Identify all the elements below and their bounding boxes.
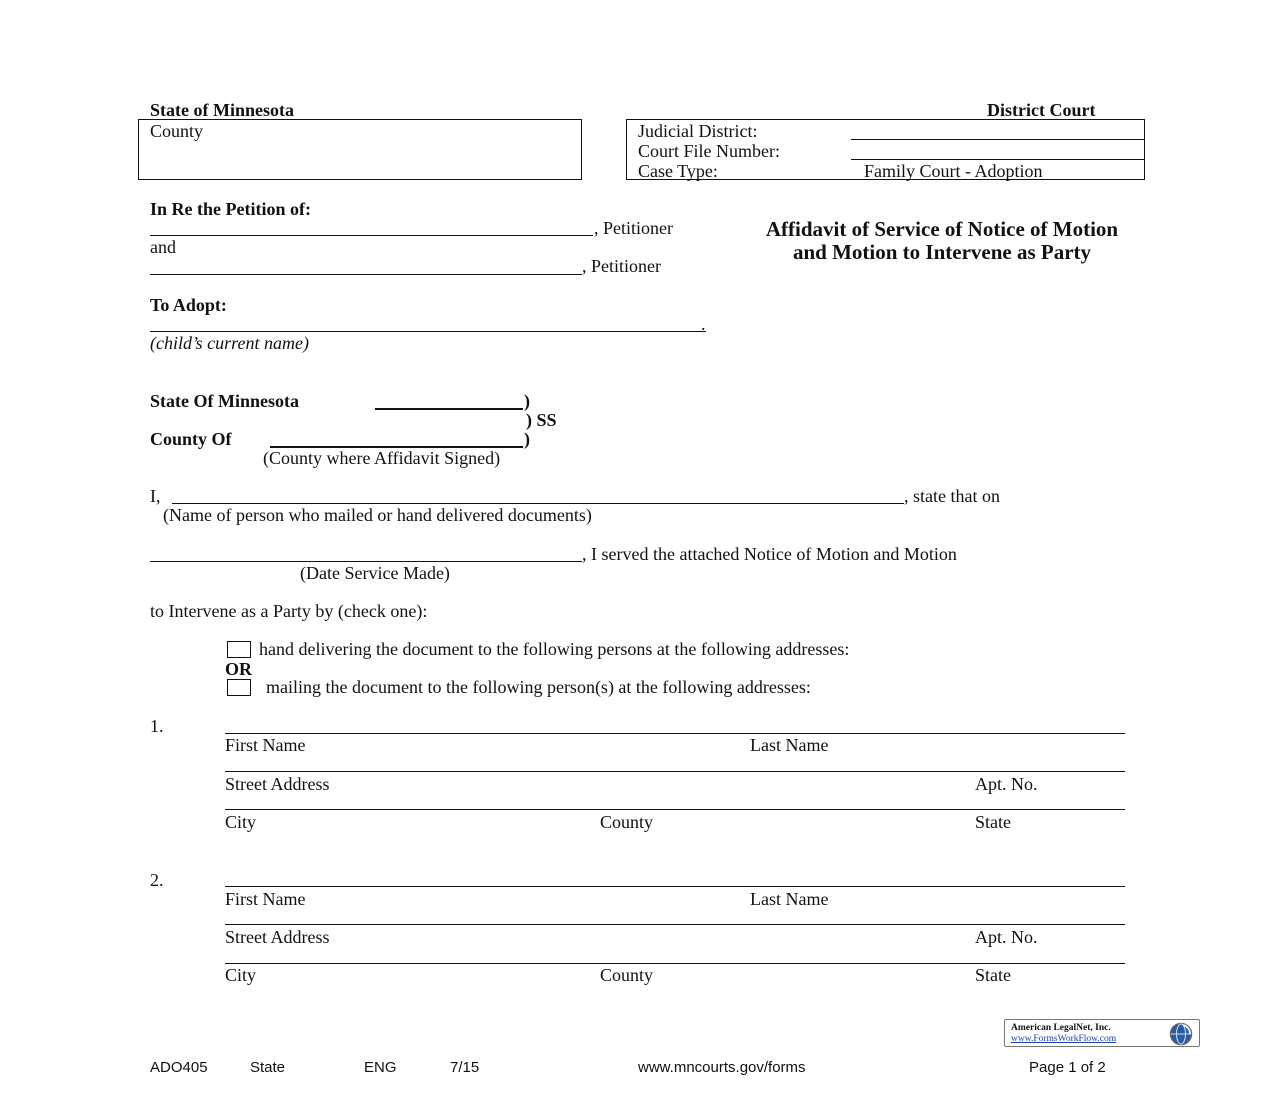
- street-field[interactable]: [225, 924, 1125, 925]
- state-label: State: [975, 812, 1011, 832]
- hand-delivery-label: hand delivering the document to the following persons at the following addresses:: [259, 639, 850, 659]
- city-field[interactable]: [225, 963, 1125, 964]
- petitioner-2-label: , Petitioner: [582, 256, 661, 276]
- globe-seal-icon: [1169, 1022, 1193, 1046]
- entry-number: 1.: [150, 716, 164, 736]
- american-legalnet-badge[interactable]: [1004, 1019, 1200, 1047]
- county-of-label: County Of: [150, 429, 232, 449]
- footer-language: ENG: [364, 1059, 397, 1076]
- footer-jurisdiction: State: [250, 1059, 286, 1076]
- county-label: County: [150, 121, 204, 141]
- state-heading: State of Minnesota: [150, 100, 294, 120]
- apt-no-label: Apt. No.: [975, 927, 1038, 947]
- and-label: and: [150, 237, 176, 257]
- street-field[interactable]: [225, 771, 1125, 772]
- state-of-label: State Of Minnesota: [150, 391, 299, 411]
- child-name-period: .: [701, 314, 706, 334]
- mail-label: mailing the document to the following person(s) at the following addresses:: [266, 677, 811, 697]
- petitioner-1-label: , Petitioner: [594, 218, 673, 238]
- served-text: , I served the attached Notice of Motion and Motion: [582, 544, 957, 564]
- badge-url[interactable]: www.FormsWorkFlow.com: [1011, 1034, 1117, 1044]
- document-title: Affidavit of Service of Notice of Motion and Motion to Intervene as Party: [765, 217, 1119, 264]
- county-label: County: [600, 812, 654, 832]
- or-label: OR: [225, 659, 252, 679]
- ss-label: ) SS: [526, 410, 557, 430]
- city-label: City: [225, 812, 257, 832]
- child-name-hint: (child’s current name): [150, 333, 309, 353]
- case-type-label: Case Type:: [638, 161, 718, 181]
- case-type-value: Family Court - Adoption: [864, 161, 1043, 181]
- entry-number: 2.: [150, 870, 164, 890]
- intervene-text: to Intervene as a Party by (check one):: [150, 601, 428, 621]
- footer-form-code: ADO405: [150, 1059, 208, 1076]
- court-file-number-field[interactable]: [851, 159, 1145, 160]
- city-field[interactable]: [225, 809, 1125, 810]
- county-box[interactable]: [138, 119, 582, 180]
- state-of-field[interactable]: [375, 408, 523, 410]
- city-label: City: [225, 965, 257, 985]
- in-re-label: In Re the Petition of:: [150, 199, 311, 219]
- last-name-label: Last Name: [750, 735, 829, 755]
- venue-paren-1: ): [524, 391, 530, 411]
- county-label: County: [600, 965, 654, 985]
- state-label: State: [975, 965, 1011, 985]
- service-date-field[interactable]: [150, 561, 582, 562]
- last-name-label: Last Name: [750, 889, 829, 909]
- name-hint: (Name of person who mailed or hand delivered documents): [163, 505, 592, 525]
- footer-revision: 7/15: [450, 1059, 480, 1076]
- footer-page-number: Page 1 of 2: [1029, 1059, 1106, 1076]
- footer-website[interactable]: www.mncourts.gov/forms: [638, 1059, 806, 1076]
- court-file-number-label: Court File Number:: [638, 141, 780, 161]
- street-address-label: Street Address: [225, 774, 330, 794]
- petitioner-2-field[interactable]: [150, 274, 582, 275]
- mail-checkbox[interactable]: [227, 679, 251, 696]
- apt-no-label: Apt. No.: [975, 774, 1038, 794]
- name-field[interactable]: [225, 733, 1125, 734]
- venue-paren-2: ): [524, 429, 530, 449]
- to-adopt-label: To Adopt:: [150, 295, 227, 315]
- state-that-on-label: , state that on: [904, 486, 1000, 506]
- affiant-name-field[interactable]: [172, 503, 904, 504]
- i-label: I,: [150, 486, 161, 506]
- judicial-district-field[interactable]: [851, 139, 1145, 140]
- child-name-field[interactable]: [150, 331, 706, 332]
- county-hint: (County where Affidavit Signed): [263, 448, 501, 468]
- first-name-label: First Name: [225, 735, 306, 755]
- date-hint: (Date Service Made): [300, 563, 450, 583]
- badge-company: American LegalNet, Inc.: [1011, 1023, 1111, 1033]
- name-field[interactable]: [225, 886, 1125, 887]
- court-heading: District Court: [987, 100, 1096, 120]
- street-address-label: Street Address: [225, 927, 330, 947]
- first-name-label: First Name: [225, 889, 306, 909]
- case-info-box: [626, 119, 1145, 180]
- hand-delivery-checkbox[interactable]: [227, 641, 251, 658]
- judicial-district-label: Judicial District:: [638, 121, 758, 141]
- petitioner-1-field[interactable]: [150, 235, 593, 236]
